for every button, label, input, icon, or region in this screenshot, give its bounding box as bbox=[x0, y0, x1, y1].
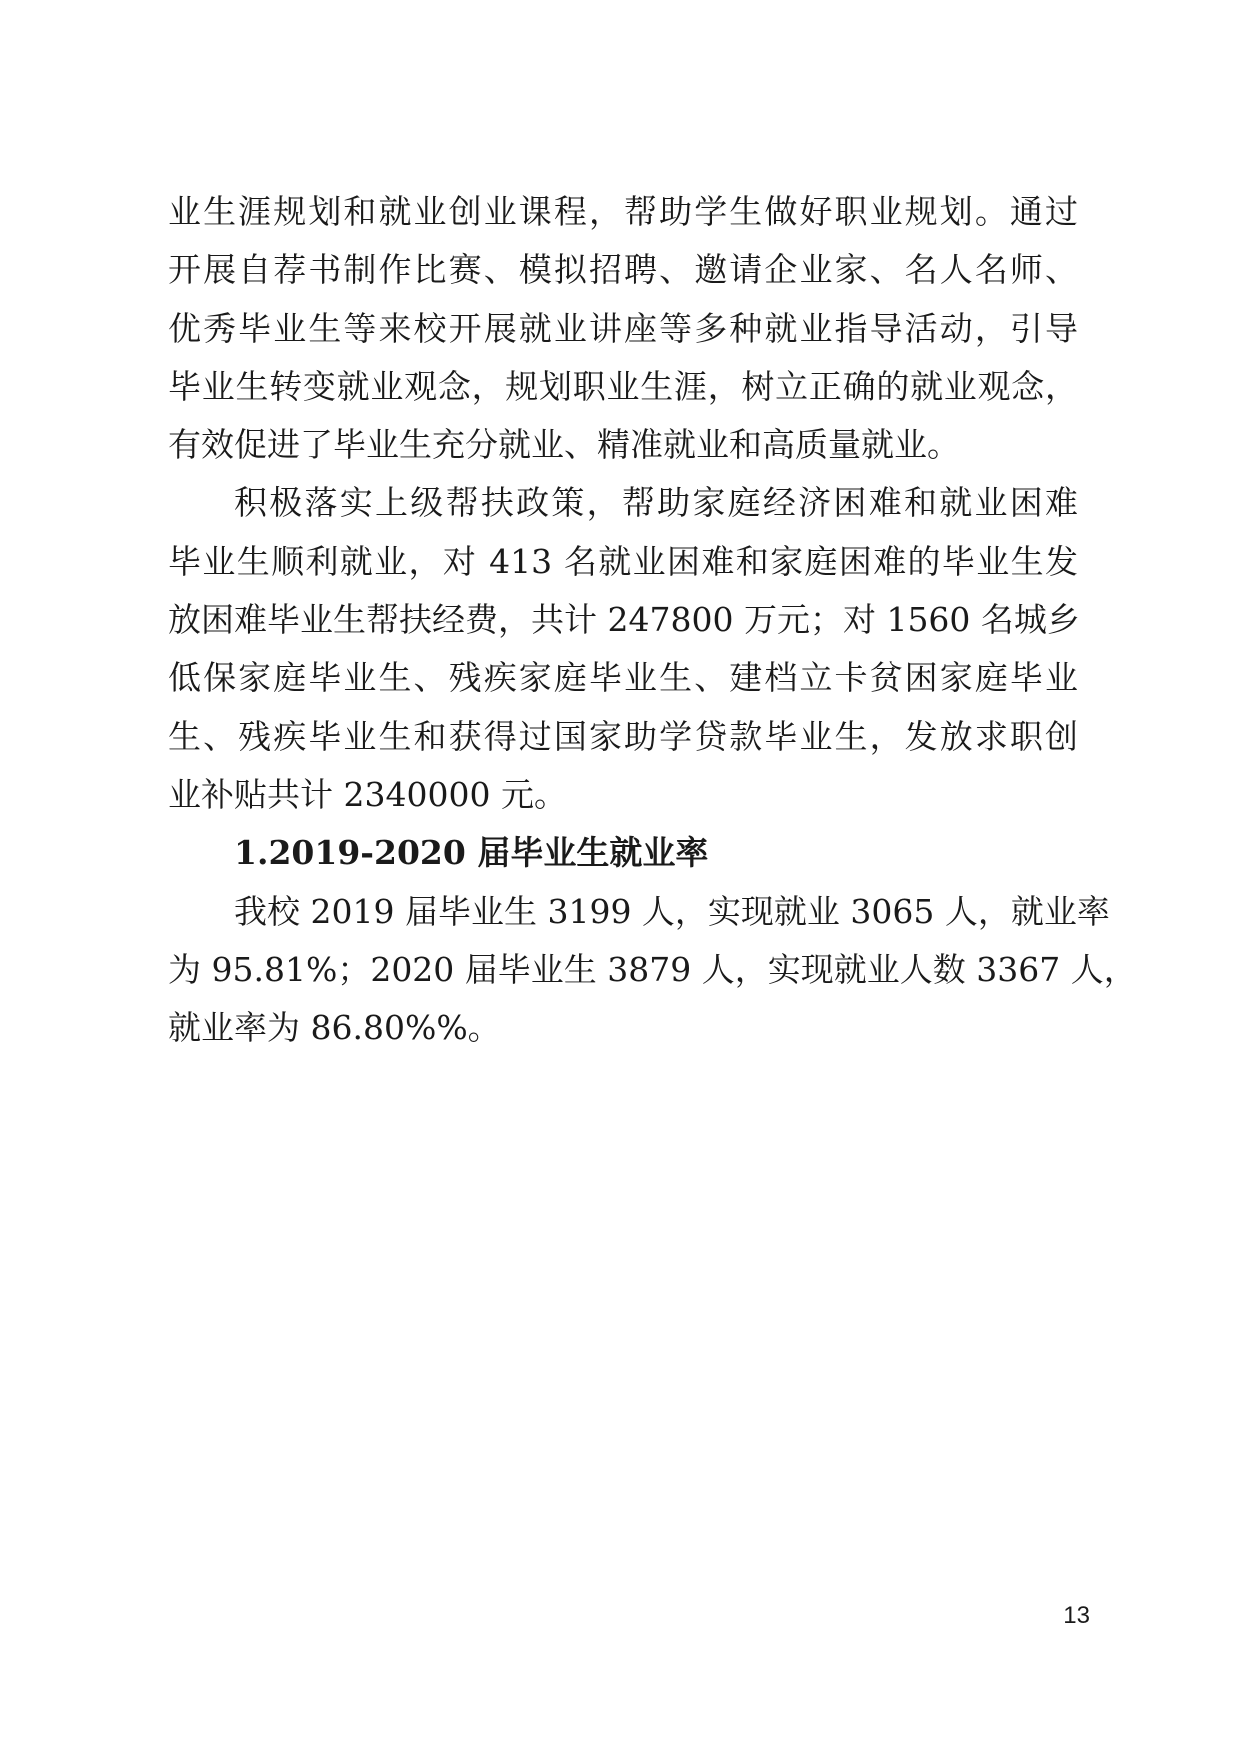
paragraph-line: 生、残疾毕业生和获得过国家助学贷款毕业生，发放求职创 bbox=[168, 716, 1078, 756]
paragraph-line: 放困难毕业生帮扶经费，共计 247800 万元；对 1560 名城乡 bbox=[168, 600, 1080, 640]
paragraph-line: 优秀毕业生等来校开展就业讲座等多种就业指导活动，引导 bbox=[168, 308, 1078, 348]
paragraph-line: 就业率为 86.80%%。 bbox=[168, 1008, 501, 1048]
paragraph-line: 毕业生转变就业观念，规划职业生涯，树立正确的就业观念， bbox=[168, 366, 1078, 406]
paragraph-line: 毕业生顺利就业，对 413 名就业困难和家庭困难的毕业生发 bbox=[168, 541, 1078, 581]
section-heading: 1.2019-2020 届毕业生就业率 bbox=[234, 833, 709, 873]
paragraph-line: 业补贴共计 2340000 元。 bbox=[168, 774, 567, 814]
paragraph-line: 为 95.81%；2020 届毕业生 3879 人，实现就业人数 3367 人， bbox=[168, 949, 1137, 989]
paragraph-line: 业生涯规划和就业创业课程，帮助学生做好职业规划。通过 bbox=[168, 192, 1078, 231]
paragraph-line: 积极落实上级帮扶政策，帮助家庭经济困难和就业困难 bbox=[234, 483, 1078, 523]
paragraph-line: 开展自荐书制作比赛、模拟招聘、邀请企业家、名人名师、 bbox=[168, 250, 1078, 290]
paragraph-line: 低保家庭毕业生、残疾家庭毕业生、建档立卡贫困家庭毕业 bbox=[168, 658, 1078, 698]
paragraph-line: 有效促进了毕业生充分就业、精准就业和高质量就业。 bbox=[168, 425, 960, 465]
document-body bbox=[168, 183, 1137, 1057]
page-number: 13 bbox=[1063, 1602, 1090, 1629]
paragraph-line: 我校 2019 届毕业生 3199 人，实现就业 3065 人，就业率 bbox=[234, 891, 1110, 931]
